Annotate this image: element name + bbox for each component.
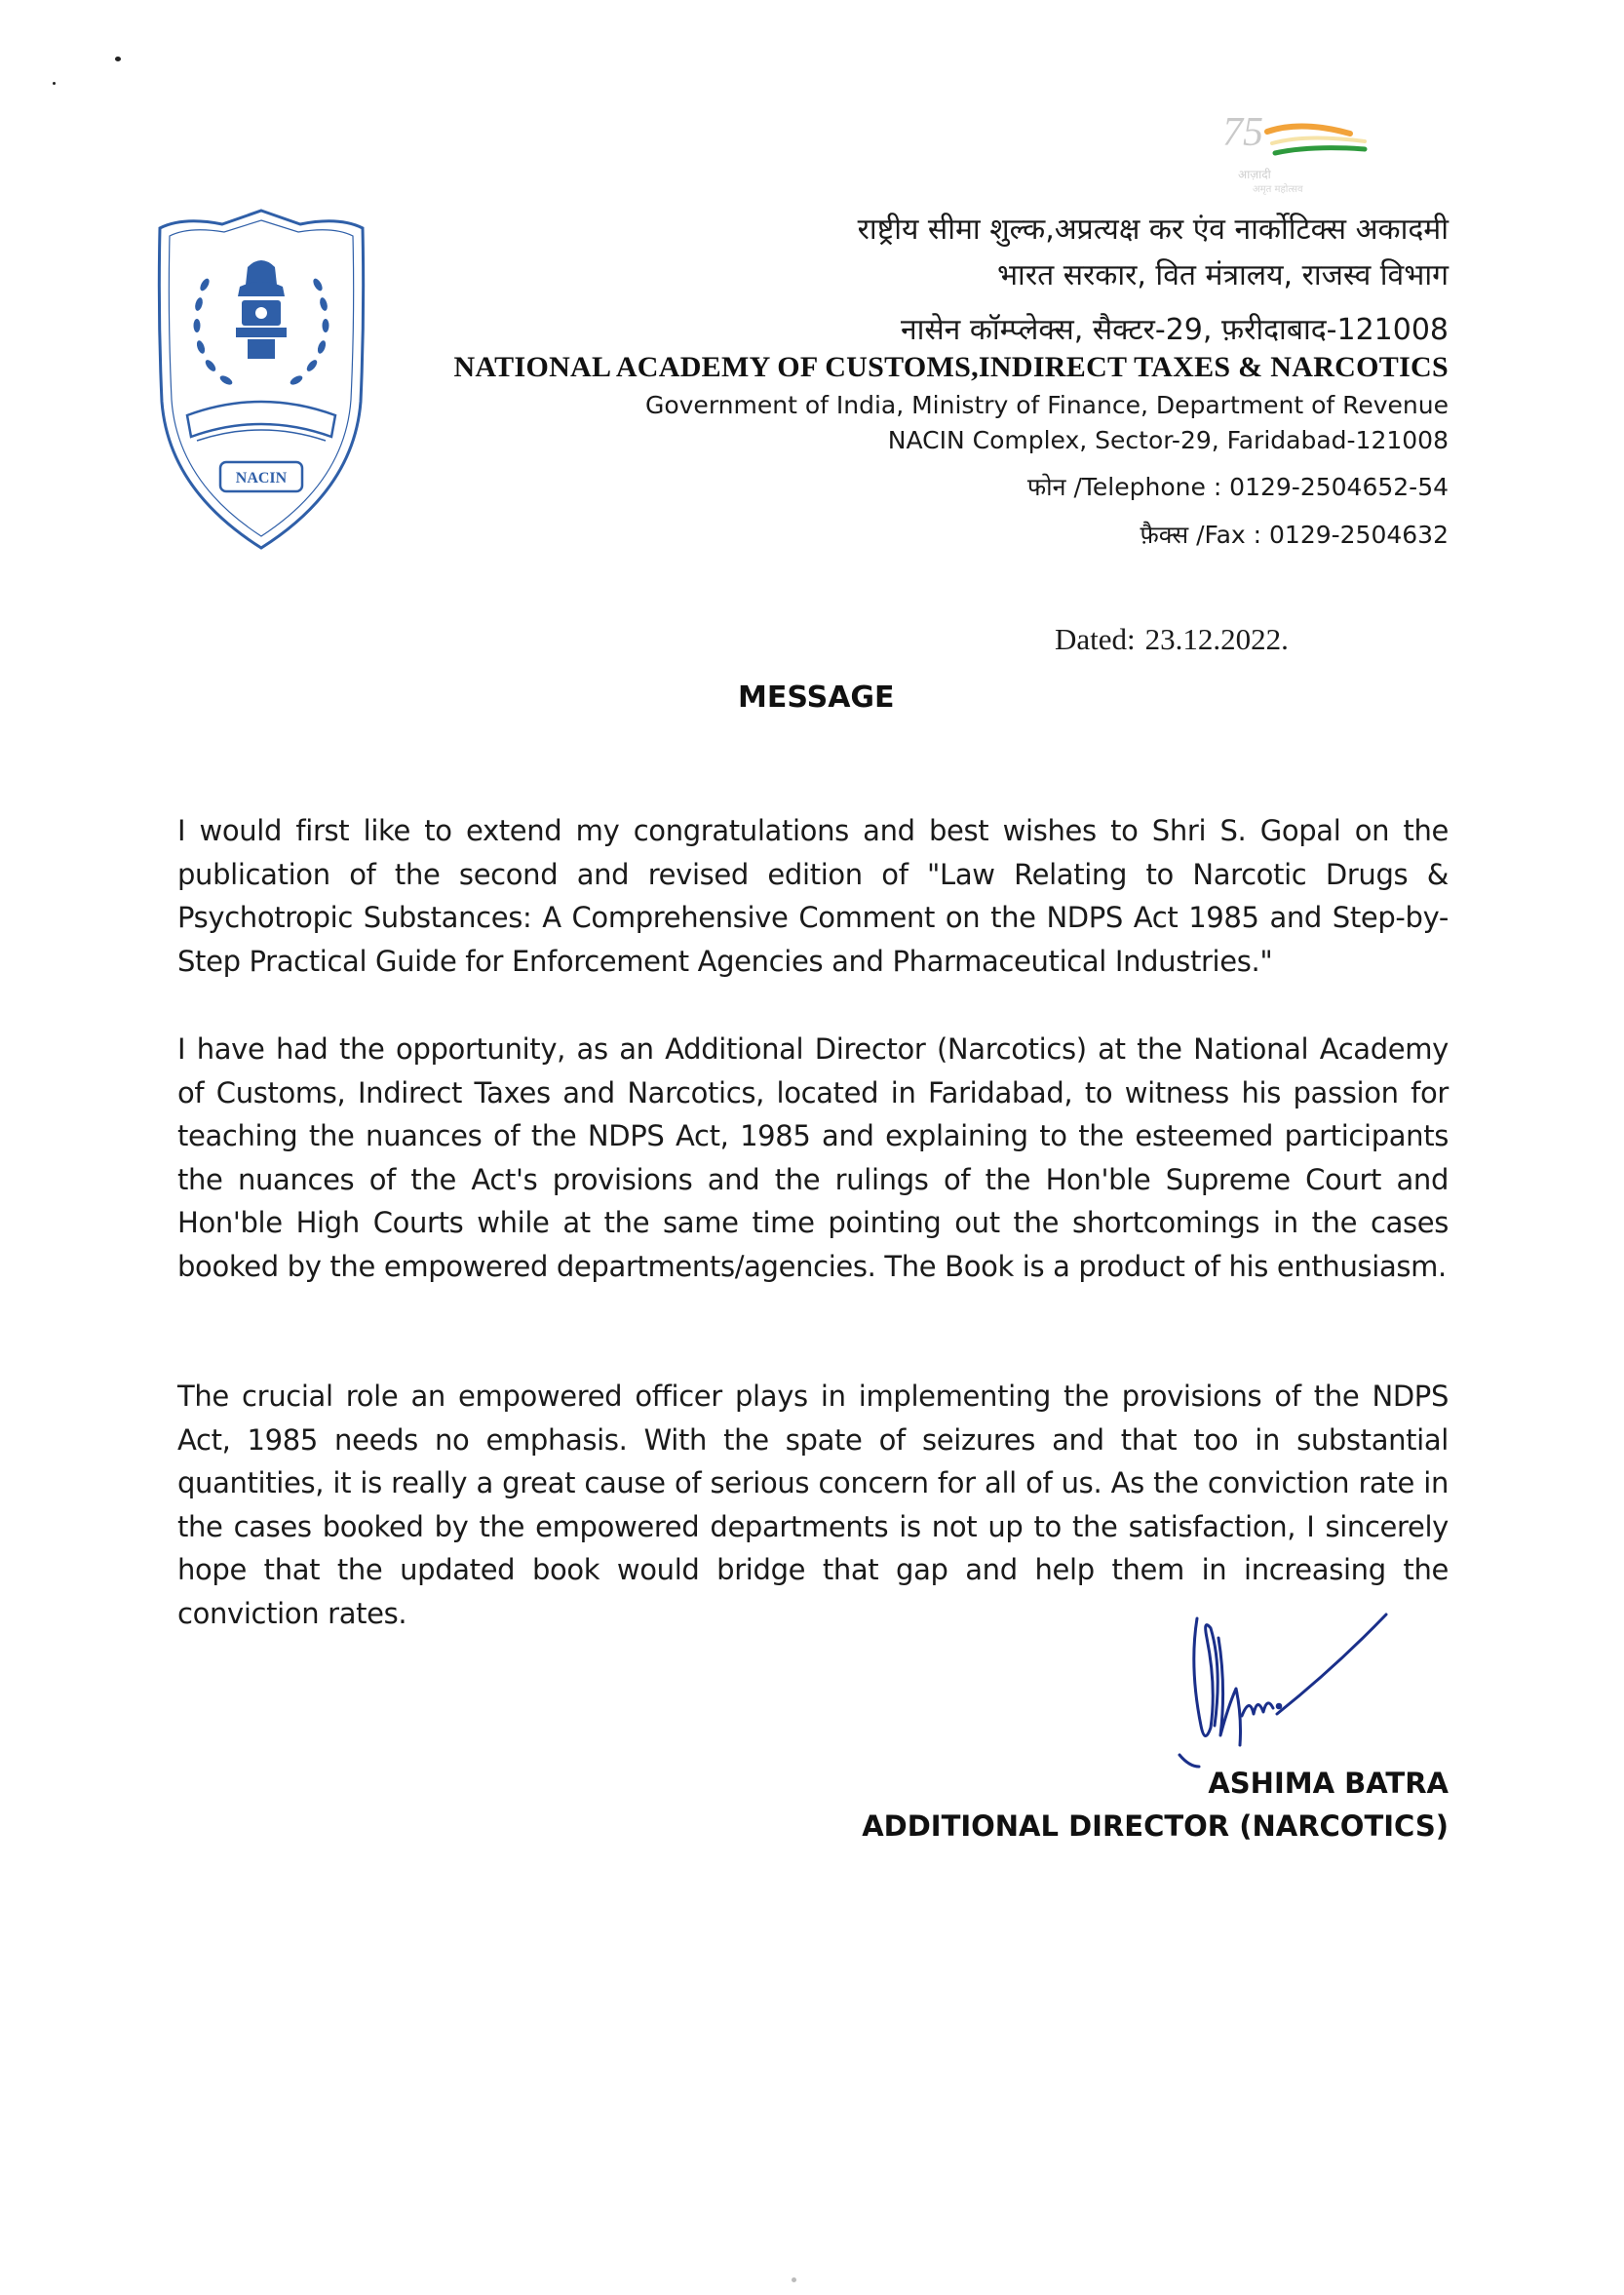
fax-line: फ़ैक्स /Fax : 0129-2504632 [1140, 521, 1449, 549]
signatory-name: ASHIMA BATRA [1208, 1767, 1449, 1800]
address-line: NACIN Complex, Sector-29, Faridabad-121008 [887, 426, 1449, 454]
body-paragraph: I have had the opportunity, as an Additional Director (Narcotics) at the National Academy of Customs, Indirect Taxes and Narcotics, located in Faridabad, to witness his passion for teaching the nuances of the NDPS Act, 1985 and explaining to the esteemed participants the nuances of the Act's provisions and the rulings of the Hon'ble Supreme Court and Hon'ble High Courts while at the same time pointing out the shortcomings in the cases booked by the empowered departments/agencies. The Book is a product of his enthusiasm. [177, 1032, 1449, 1283]
signatory-designation: ADDITIONAL DIRECTOR (NARCOTICS) [862, 1809, 1449, 1843]
telephone-line: फोन /Telephone : 0129-2504652-54 [1026, 473, 1449, 501]
scan-speck [792, 2277, 796, 2282]
date-value: 23.12.2022. [1144, 622, 1289, 656]
scan-speck [53, 82, 56, 85]
date-label: Dated: [1055, 622, 1136, 656]
handwritten-signature [1160, 1599, 1394, 1774]
body-paragraph: I would first like to extend my congratulations and best wishes to Shri S. Gopal on the publication of the second and revised edition of "Law Relating to Narcotic Drugs & Psychotropic Substances: A Comprehensive Comment on the NDPS Act 1985 and Step-by-Step Practical Guide for Enforcement Agencies and Pharmaceutical Industries." [177, 814, 1449, 978]
svg-text:आज़ादी: आज़ादी [1238, 168, 1271, 181]
org-name: NATIONAL ACADEMY OF CUSTOMS,INDIRECT TAXES & NARCOTICS [453, 351, 1449, 383]
azadi-75-logo [1218, 102, 1384, 195]
nacin-emblem [154, 207, 368, 553]
message-title: MESSAGE [738, 681, 895, 715]
svg-text:NACIN: NACIN [235, 470, 288, 486]
svg-text:75: 75 [1222, 110, 1263, 155]
body-paragraph: The crucial role an empowered officer plays in implementing the provisions of the NDPS Act, 1985 needs no emphasis. With the spate of seizures and that too in substantial quantities, it is really a great cause of serious concern for all of us. As the conviction rate in the cases booked by the empowered departments is not up to the satisfaction, I sincerely hope that the updated book would bridge that gap and help them in increasing the conviction rates. [177, 1380, 1449, 1630]
hindi-address-line: नासेन कॉम्प्लेक्स, सैक्टर-29, फ़रीदाबाद-121008 [900, 313, 1449, 347]
hindi-govt-line: भारत सरकार, वित मंत्रालय, राजस्व विभाग [996, 258, 1449, 292]
svg-text:अमृत महोत्सव: अमृत महोत्सव [1253, 184, 1303, 195]
date-line [1055, 622, 1289, 657]
scan-speck [115, 57, 121, 61]
govt-line: Government of India, Ministry of Finance, Department of Revenue [644, 391, 1449, 419]
hindi-org-name: राष्ट्रीय सीमा शुल्क,अप्रत्यक्ष कर एंव नार्कोटिक्स अकादमी [857, 213, 1449, 247]
